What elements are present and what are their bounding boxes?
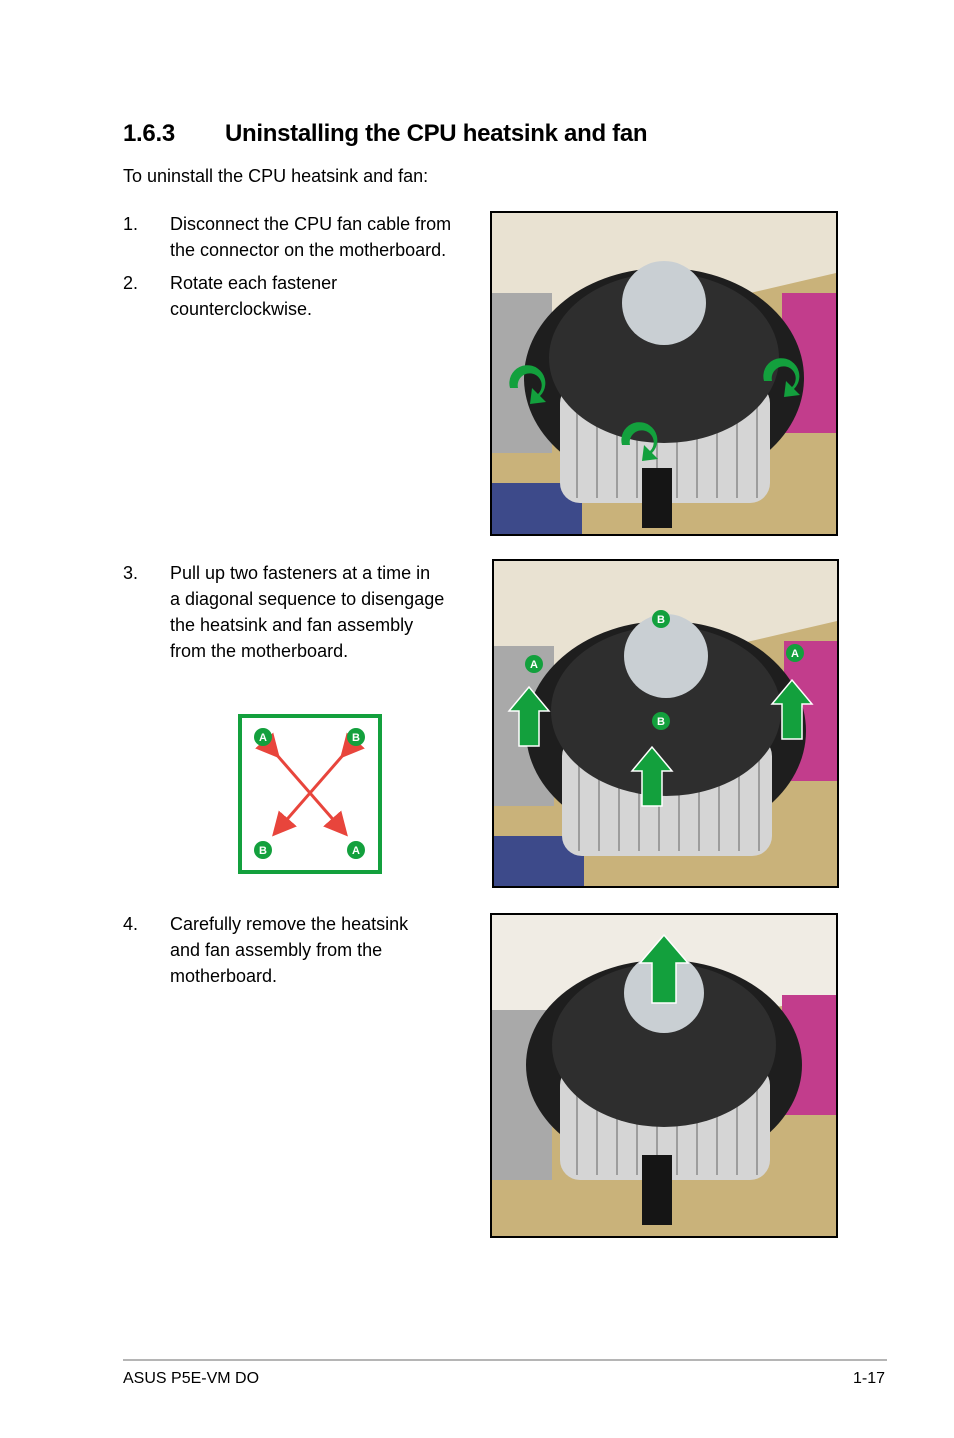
step-line: the heatsink and fan assembly: [170, 615, 414, 635]
photo-remove-assembly: [490, 913, 838, 1238]
step-number: 4.: [123, 914, 139, 934]
intro-text: To uninstall the CPU heatsink and fan:: [123, 166, 429, 186]
step-line: Pull up two fasteners at a time in: [170, 563, 431, 583]
step-line: the connector on the motherboard.: [170, 240, 447, 260]
footer-product: ASUS P5E-VM DO: [123, 1370, 260, 1387]
step-number: 2.: [123, 273, 139, 293]
step-number: 1.: [123, 214, 139, 234]
photo-pull-fasteners: [492, 559, 839, 888]
diagram-label-bottom-right: A: [352, 845, 360, 857]
diagram-label-top-left: A: [259, 732, 267, 744]
photo-label-top: B: [657, 614, 665, 626]
step-line: Rotate each fastener: [170, 273, 338, 293]
step-number: 3.: [123, 563, 139, 583]
step-line: a diagonal sequence to disengage: [170, 589, 445, 609]
section-heading: [123, 120, 647, 148]
diagonal-arrows-graphic: [242, 718, 378, 870]
step-line: counterclockwise.: [170, 299, 313, 319]
photo-rotate-fasteners: [490, 211, 838, 536]
diagonal-sequence-diagram: [238, 714, 382, 874]
step-line: from the motherboard.: [170, 641, 349, 661]
diagram-label-bottom-left: B: [259, 845, 267, 857]
step-line: motherboard.: [170, 966, 278, 986]
photo-label-left: A: [530, 659, 538, 671]
step-line: Carefully remove the heatsink: [170, 914, 409, 934]
photo-label-center: B: [657, 716, 665, 728]
step-line: and fan assembly from the: [170, 940, 383, 960]
footer-page-number: 1-17: [853, 1370, 886, 1387]
section-number: 1.6.3: [123, 120, 175, 147]
footer-rule: [123, 1359, 887, 1361]
step-line: Disconnect the CPU fan cable from: [170, 214, 452, 234]
photo-label-right: A: [791, 648, 799, 660]
section-title: Uninstalling the CPU heatsink and fan: [225, 120, 648, 147]
diagram-label-top-right: B: [352, 732, 360, 744]
